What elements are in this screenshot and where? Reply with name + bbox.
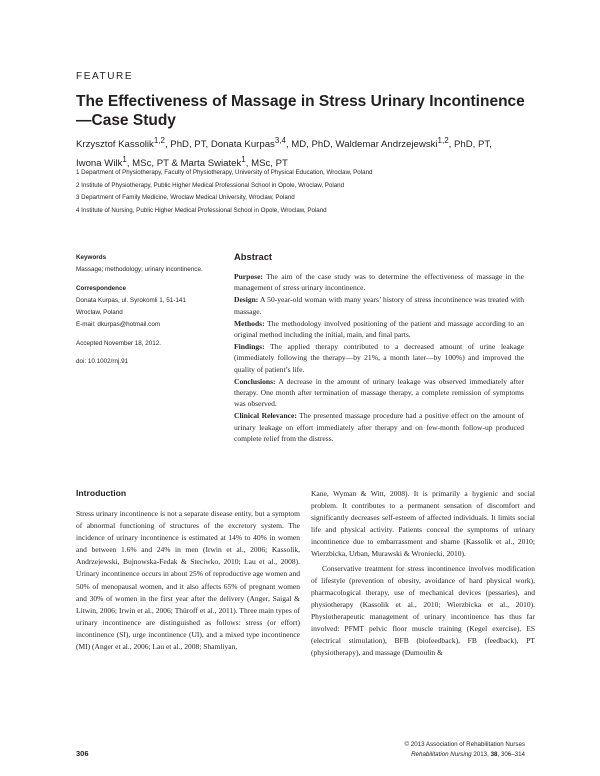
author-affiliation-marker: 1,2 <box>437 136 449 145</box>
abstract-clinical-relevance: Clinical Relevance: The presented massage procedure had a positive effect on the amount of urinary leakage on effort immediately after therapy and on few-month follow-up produced complete relief from the distress. <box>234 411 525 443</box>
author-affiliation-marker: 1,2 <box>153 136 165 145</box>
affiliation-item: 3 Department of Family Medicine, Wroclaw Medical University, Wroclaw, Poland <box>76 194 295 202</box>
affiliation-item: 1 Department of Physiotherapy, Faculty of Physiotherapy, University of Physical Education, Wroclaw, Poland <box>76 169 373 176</box>
correspondence-email[interactable]: E-mail: dkurpas@hotmail.com <box>76 321 161 329</box>
section-label: FEATURE <box>76 71 134 82</box>
abstract-conclusions: Conclusions: A decrease in the amount of urinary leakage was observed immediately after therapy. One month after termination of massage therapy, a complete remission of symptoms was observed. <box>234 376 524 409</box>
affiliation-item: 2 Institute of Physiotherapy, Public Higher Medical Professional School in Opole, Wroclaw, Poland <box>76 181 345 189</box>
body-paragraph: Stress urinary incontinence is not a separate disease entity, but a symptom of abnormal functioning of structures of the excretory system. The incidence of urinary incontinence is estimated at 14% to 40% in women and between 1.6% and 24% in men (Irwin et al., 2006; Kassolik, Andrzejewski, Bujnowska-Fedak & Steciwko, 2010; Lau et al., 2008). Urinary incontinence occurs in about 25% of reproductive age women and 50% of menopausal women, and it also affects 65% of pregnant women and 30% of women in the first year after the delivery (Anger, Saigal & Litwin, 2006; Irwin et al., 2006; Thüroff et al., 2011). Three main types of urinary incontinence are distinguished as follows: stress (or effort) incontinence (SI), urge incontinence (UI), and a mixed type incontinence (MI) (Anger et al., 2006; Lau et al., 2008; Shamliyan, <box>76 509 300 652</box>
abstract-body <box>234 271 524 444</box>
journal-footer <box>405 740 525 759</box>
affiliation-item: 4 Institute of Nursing, Public Higher Medical Professional School in Opole, Wroclaw, Poland <box>76 206 327 214</box>
accepted-date: Accepted November 18, 2012. <box>76 339 162 347</box>
author-affiliation-marker: 1 <box>122 155 127 165</box>
journal-citation: Rehabilitation Nursing 2013, 38, 306–314 <box>411 750 525 758</box>
introduction-heading: Introduction <box>76 488 127 498</box>
author-degrees: , PhD, PT, <box>448 139 492 151</box>
doi-link[interactable]: doi: 10.1002/rnj.91 <box>76 358 129 366</box>
abstract-design: Design: A 50-year-old woman with many years’ history of stress incontinence was treated with massage. <box>234 295 524 316</box>
abstract-methods: Methods: The methodology involved positioning of the patient and massage according to an original method including the initial, main, and final parts. <box>234 318 524 340</box>
correspondence-address: Donata Kurpas, ul. Syrokomli 1, 51-141 <box>76 296 186 304</box>
body-column-left <box>76 488 300 653</box>
article-title: The Effectiveness of Massage in Stress Urinary Incontinence—Case Study <box>76 93 525 129</box>
author-degrees: , MD, PhD, <box>285 139 336 151</box>
author-name: Donata Kurpas <box>210 139 275 151</box>
author-name: Waldemar Andrzejewski <box>335 139 438 151</box>
author-list <box>76 133 536 171</box>
author-affiliation-marker: 1 <box>241 155 246 165</box>
abstract-findings: Findings: The applied therapy contributed to a decreased amount of urine leakage (immediately following the therapy—by 21%, a month later—by 100%) and improved the quality of patient’s life. <box>234 342 524 374</box>
author-affiliation-marker: 3,4 <box>274 136 286 145</box>
author-name: Krzysztof Kassolik <box>76 139 154 151</box>
correspondence-heading: Correspondence <box>76 284 127 292</box>
affiliation-list <box>76 167 546 217</box>
author-name: Iwona Wilk <box>76 158 123 170</box>
author-degrees: , PhD, PT, <box>164 139 211 151</box>
copyright-notice: © 2013 Association of Rehabilitation Nurses <box>404 741 525 748</box>
abstract-heading: Abstract <box>234 251 273 262</box>
keywords-heading: Keywords <box>76 254 107 261</box>
body-paragraph: Kane, Wyman & Witt, 2008). It is primarily a hygienic and social problem. It contributes to a permanent sensation of discomfort and significantly decreases self-esteem of affected individuals. It limits social life and physical activity. Patients conceal the symptoms of urinary incontinence due to embarrassment and shame (Kassolik et al., 2010; Wierzbicka, Urban, Murawski & Wroniecki, 2010). <box>311 489 535 559</box>
body-column-right <box>311 488 535 659</box>
body-paragraph: Conservative treatment for stress incontinence involves modification of lifestyle (prevention of obesity, avoidance of hard physical work), pharmacological therapy, use of mechanical devices (pessaries), and physiotherapy (Kassolik et al., 2010; Wierzbicka et al., 2010). Physiotherapeutic management of urinary incontinence has thus far involved: PFMT pelvic floor muscle training (Kegel exercise), ES (electrical stimulation), BFB (biofeedback), FB (feedback), PT (physiotherapy), and massage (Dumoulin & <box>311 563 535 658</box>
author-degrees: , MSc, PT <box>245 158 288 170</box>
abstract-purpose: Purpose: The aim of the case study was to determine the effectiveness of massage in the management of stress urinary incontinence. <box>234 272 524 293</box>
page-number: 306 <box>76 749 89 758</box>
author-degrees: , MSc, PT & <box>126 158 181 170</box>
article-metadata <box>76 252 216 368</box>
author-name: Marta Swiatek <box>180 158 242 170</box>
keywords-text: Massage; methodology; urinary incontinence. <box>76 266 203 274</box>
correspondence-city: Wroclaw, Poland <box>76 309 123 317</box>
abstract-section <box>234 251 524 445</box>
